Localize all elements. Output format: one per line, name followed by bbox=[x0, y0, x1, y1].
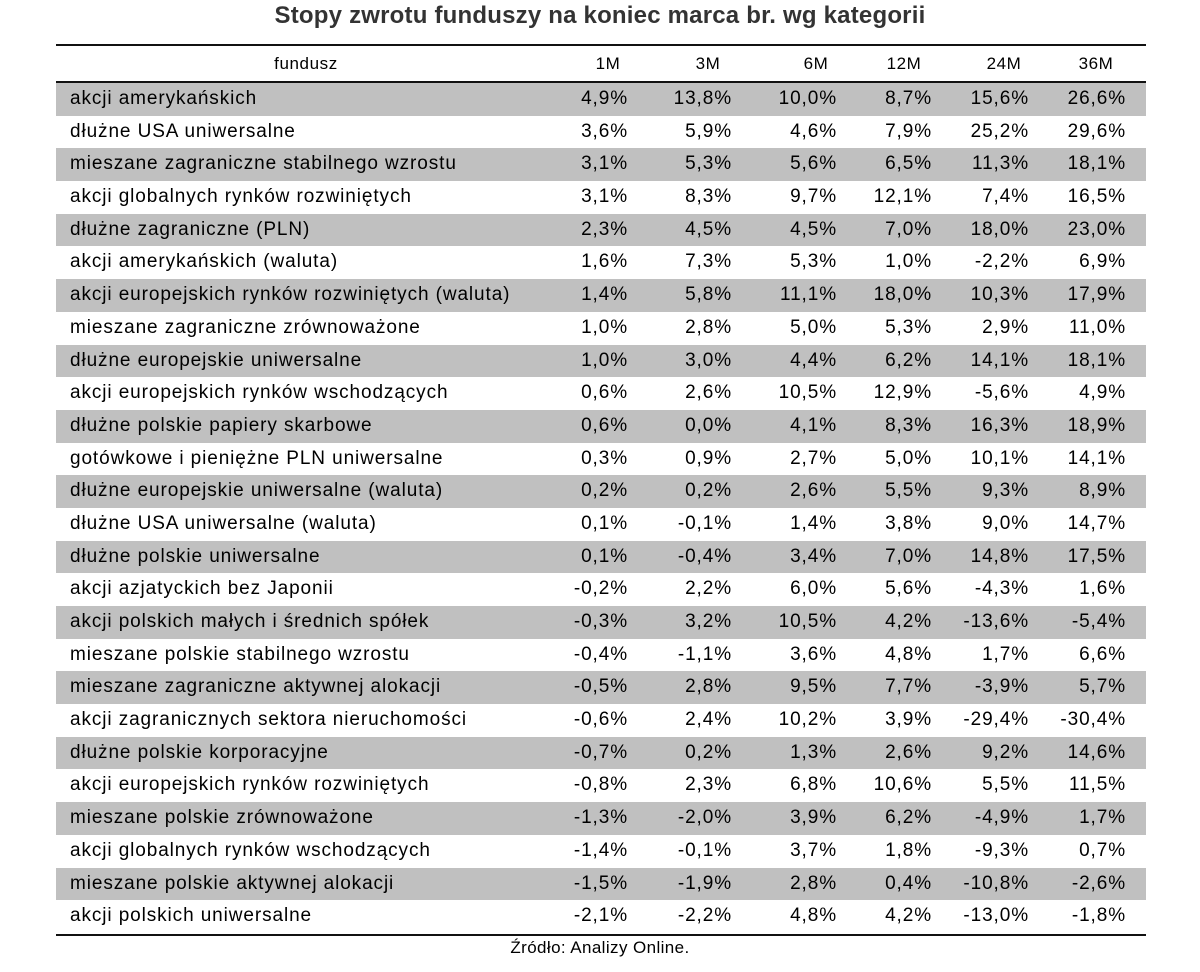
header-row bbox=[56, 46, 1146, 81]
return-cell-24m: 9,2% bbox=[982, 741, 1029, 763]
fund-name-cell: dłużne USA uniwersalne bbox=[70, 120, 296, 142]
return-cell-1m: 1,0% bbox=[581, 349, 628, 371]
return-cell-36m: 6,6% bbox=[1079, 643, 1126, 665]
return-cell-12m: 0,4% bbox=[885, 872, 932, 894]
fund-name-cell: dłużne polskie papiery skarbowe bbox=[70, 414, 373, 436]
return-cell-36m: 5,7% bbox=[1079, 676, 1126, 698]
column-header-3m: 3M bbox=[695, 54, 721, 73]
return-cell-1m: 1,6% bbox=[581, 251, 628, 273]
return-cell-36m: 1,6% bbox=[1079, 578, 1126, 600]
return-cell-1m: -1,4% bbox=[573, 839, 628, 861]
fund-name-cell: akcji amerykańskich bbox=[70, 88, 258, 109]
return-cell-12m: 8,7% bbox=[885, 88, 932, 109]
return-cell-12m: 5,6% bbox=[885, 578, 932, 600]
table-row bbox=[56, 868, 1146, 901]
return-cell-1m: -1,3% bbox=[573, 807, 628, 829]
table-row bbox=[56, 508, 1146, 541]
return-cell-24m: -3,9% bbox=[974, 676, 1029, 698]
table-row bbox=[56, 900, 1146, 933]
return-cell-36m: 14,1% bbox=[1067, 447, 1126, 469]
return-cell-12m: 18,0% bbox=[873, 284, 932, 306]
return-cell-3m: 3,2% bbox=[685, 611, 732, 632]
return-cell-24m: 11,3% bbox=[972, 153, 1029, 175]
return-cell-3m: 5,3% bbox=[685, 153, 732, 175]
return-cell-6m: 1,3% bbox=[790, 741, 837, 763]
return-cell-12m: 6,2% bbox=[885, 807, 932, 829]
return-cell-1m: 4,9% bbox=[581, 88, 628, 109]
return-cell-6m: 3,4% bbox=[790, 545, 837, 567]
fund-name-cell: mieszane zagraniczne aktywnej alokacji bbox=[70, 676, 442, 698]
return-cell-1m: -0,4% bbox=[573, 643, 628, 665]
table-row bbox=[56, 671, 1146, 704]
return-cell-1m: 0,1% bbox=[581, 512, 628, 534]
fund-name-cell: akcji europejskich rynków wschodzących bbox=[70, 382, 449, 404]
return-cell-12m: 6,5% bbox=[885, 153, 932, 175]
fund-name-cell: mieszane zagraniczne stabilnego wzrostu bbox=[70, 153, 457, 175]
return-cell-3m: 2,2% bbox=[685, 578, 732, 600]
return-cell-36m: 4,9% bbox=[1079, 382, 1126, 404]
return-cell-6m: 10,0% bbox=[778, 88, 837, 109]
column-header-12m: 12M bbox=[886, 54, 922, 73]
return-cell-24m: 25,2% bbox=[970, 120, 1029, 142]
return-cell-6m: 4,6% bbox=[790, 120, 837, 142]
return-cell-24m: 10,1% bbox=[970, 447, 1029, 469]
return-cell-12m: 3,9% bbox=[885, 709, 932, 731]
return-cell-24m: -13,6% bbox=[963, 611, 1029, 632]
return-cell-1m: 3,6% bbox=[581, 120, 628, 142]
return-cell-3m: 2,8% bbox=[685, 676, 732, 698]
fund-name-cell: mieszane polskie zrównoważone bbox=[70, 807, 374, 829]
return-cell-36m: 11,5% bbox=[1069, 774, 1126, 796]
table-row bbox=[56, 214, 1146, 247]
return-cell-24m: -29,4% bbox=[963, 709, 1029, 731]
table-row bbox=[56, 312, 1146, 345]
table-row bbox=[56, 475, 1146, 508]
return-cell-12m: 3,8% bbox=[885, 512, 932, 534]
return-cell-24m: 9,0% bbox=[982, 512, 1029, 534]
return-cell-12m: 6,2% bbox=[885, 349, 932, 371]
fund-name-cell: akcji zagranicznych sektora nieruchomości bbox=[70, 709, 467, 731]
return-cell-12m: 12,9% bbox=[873, 382, 932, 404]
return-cell-36m: -5,4% bbox=[1071, 611, 1126, 632]
return-cell-12m: 7,9% bbox=[885, 120, 932, 142]
table-row bbox=[56, 769, 1146, 802]
return-cell-6m: 2,8% bbox=[790, 872, 837, 894]
return-cell-12m: 5,3% bbox=[885, 316, 932, 338]
return-cell-6m: 4,8% bbox=[790, 905, 837, 927]
return-cell-3m: 2,8% bbox=[685, 316, 732, 338]
return-cell-1m: -2,1% bbox=[573, 905, 628, 927]
return-cell-36m: 14,7% bbox=[1067, 512, 1126, 534]
return-cell-3m: -2,0% bbox=[677, 807, 732, 829]
return-cell-36m: 1,7% bbox=[1079, 807, 1126, 829]
return-cell-3m: 2,4% bbox=[685, 709, 732, 731]
table-row bbox=[56, 443, 1146, 476]
return-cell-1m: 0,2% bbox=[581, 480, 628, 502]
return-cell-6m: 5,6% bbox=[790, 153, 837, 175]
return-cell-6m: 3,9% bbox=[790, 807, 837, 829]
return-cell-1m: 3,1% bbox=[581, 186, 628, 208]
return-cell-24m: -9,3% bbox=[974, 839, 1029, 861]
table-row bbox=[56, 573, 1146, 606]
return-cell-6m: 10,2% bbox=[778, 709, 837, 731]
fund-name-cell: mieszane zagraniczne zrównoważone bbox=[70, 316, 421, 338]
return-cell-24m: 16,3% bbox=[970, 414, 1029, 436]
table-row bbox=[56, 639, 1146, 672]
return-cell-3m: 8,3% bbox=[685, 186, 732, 208]
table-row bbox=[56, 148, 1146, 181]
fund-name-cell: dłużne europejskie uniwersalne bbox=[70, 349, 363, 371]
return-cell-36m: -1,8% bbox=[1071, 905, 1126, 927]
return-cell-1m: 1,0% bbox=[581, 316, 628, 338]
fund-name-cell: gotówkowe i pieniężne PLN uniwersalne bbox=[70, 447, 444, 469]
return-cell-3m: -0,1% bbox=[677, 512, 732, 534]
return-cell-12m: 5,5% bbox=[885, 480, 932, 502]
fund-name-cell: mieszane polskie aktywnej alokacji bbox=[70, 872, 395, 894]
return-cell-1m: -0,3% bbox=[573, 611, 628, 632]
return-cell-6m: 4,1% bbox=[790, 414, 837, 436]
return-cell-36m: -30,4% bbox=[1060, 709, 1126, 731]
return-cell-1m: -0,6% bbox=[573, 709, 628, 731]
return-cell-36m: 17,9% bbox=[1067, 284, 1126, 306]
fund-name-cell: akcji azjatyckich bez Japonii bbox=[70, 578, 334, 600]
return-cell-3m: 5,9% bbox=[685, 120, 732, 142]
return-cell-6m: 6,0% bbox=[790, 578, 837, 600]
fund-name-cell: akcji polskich małych i średnich spółek bbox=[70, 611, 430, 632]
return-cell-1m: -0,5% bbox=[573, 676, 628, 698]
return-cell-24m: 18,0% bbox=[970, 218, 1029, 240]
return-cell-36m: 29,6% bbox=[1067, 120, 1126, 142]
return-cell-6m: 2,6% bbox=[790, 480, 837, 502]
return-cell-6m: 4,4% bbox=[790, 349, 837, 371]
return-cell-3m: 0,2% bbox=[685, 741, 732, 763]
return-cell-6m: 9,5% bbox=[790, 676, 837, 698]
return-cell-3m: -0,4% bbox=[677, 545, 732, 567]
return-cell-1m: -0,8% bbox=[573, 774, 628, 796]
return-cell-12m: 7,0% bbox=[885, 545, 932, 567]
return-cell-36m: 0,7% bbox=[1079, 839, 1126, 861]
table-row bbox=[56, 410, 1146, 443]
fund-name-cell: akcji globalnych rynków rozwiniętych bbox=[70, 186, 412, 208]
column-header-1m: 1M bbox=[595, 54, 621, 73]
return-cell-24m: -5,6% bbox=[974, 382, 1029, 404]
return-cell-24m: -13,0% bbox=[963, 905, 1029, 927]
return-cell-3m: 4,5% bbox=[685, 218, 732, 240]
return-cell-3m: 0,2% bbox=[685, 480, 732, 502]
return-cell-1m: 0,3% bbox=[581, 447, 628, 469]
return-cell-24m: -2,2% bbox=[974, 251, 1029, 273]
fund-name-cell: dłużne USA uniwersalne (waluta) bbox=[70, 512, 377, 534]
return-cell-24m: -10,8% bbox=[963, 872, 1029, 894]
column-header-fund: fundusz bbox=[274, 54, 338, 73]
return-cell-36m: 14,6% bbox=[1067, 741, 1126, 763]
return-cell-24m: 14,8% bbox=[970, 545, 1029, 567]
source-note: Źródło: Analizy Online. bbox=[510, 938, 690, 957]
return-cell-12m: 4,2% bbox=[885, 905, 932, 927]
return-cell-6m: 5,0% bbox=[790, 316, 837, 338]
return-cell-12m: 4,8% bbox=[885, 643, 932, 665]
return-cell-3m: 7,3% bbox=[685, 251, 732, 273]
return-cell-12m: 2,6% bbox=[885, 741, 932, 763]
return-cell-3m: 0,0% bbox=[685, 414, 732, 436]
return-cell-24m: -4,3% bbox=[974, 578, 1029, 600]
return-cell-3m: 3,0% bbox=[685, 349, 732, 371]
return-cell-12m: 1,8% bbox=[885, 839, 932, 861]
return-cell-6m: 9,7% bbox=[790, 186, 837, 208]
return-cell-3m: 2,6% bbox=[685, 382, 732, 404]
return-cell-36m: 23,0% bbox=[1067, 218, 1126, 240]
return-cell-12m: 5,0% bbox=[885, 447, 932, 469]
table-row bbox=[56, 279, 1146, 312]
return-cell-12m: 8,3% bbox=[885, 414, 932, 436]
bottom-rule bbox=[56, 934, 1146, 936]
return-cell-3m: 5,8% bbox=[685, 284, 732, 306]
return-cell-3m: -2,2% bbox=[677, 905, 732, 927]
return-cell-24m: 5,5% bbox=[982, 774, 1029, 796]
return-cell-3m: 13,8% bbox=[673, 88, 732, 109]
return-cell-12m: 7,7% bbox=[885, 676, 932, 698]
return-cell-24m: 1,7% bbox=[982, 643, 1029, 665]
return-cell-12m: 12,1% bbox=[873, 186, 932, 208]
column-header-36m: 36M bbox=[1078, 54, 1114, 73]
return-cell-24m: 7,4% bbox=[982, 186, 1029, 208]
return-cell-1m: 0,6% bbox=[581, 414, 628, 436]
table-row bbox=[56, 345, 1146, 378]
return-cell-12m: 1,0% bbox=[885, 251, 932, 273]
table-row bbox=[56, 835, 1146, 868]
return-cell-36m: 6,9% bbox=[1079, 251, 1126, 273]
return-cell-1m: 1,4% bbox=[581, 284, 628, 306]
return-cell-24m: -4,9% bbox=[974, 807, 1029, 829]
return-cell-6m: 3,7% bbox=[790, 839, 837, 861]
fund-name-cell: akcji europejskich rynków rozwiniętych bbox=[70, 774, 430, 796]
return-cell-3m: 2,3% bbox=[685, 774, 732, 796]
return-cell-1m: -0,2% bbox=[573, 578, 628, 600]
return-cell-24m: 14,1% bbox=[970, 349, 1029, 371]
return-cell-36m: 18,1% bbox=[1067, 349, 1126, 371]
table-row bbox=[56, 116, 1146, 149]
return-cell-12m: 10,6% bbox=[873, 774, 932, 796]
fund-name-cell: akcji europejskich rynków rozwiniętych (waluta) bbox=[70, 284, 511, 306]
return-cell-6m: 3,6% bbox=[790, 643, 837, 665]
return-cell-6m: 10,5% bbox=[778, 611, 837, 632]
return-cell-3m: 0,9% bbox=[685, 447, 732, 469]
table-row bbox=[56, 83, 1146, 116]
table-row bbox=[56, 802, 1146, 835]
column-header-6m: 6M bbox=[803, 54, 829, 73]
return-cell-36m: 18,9% bbox=[1067, 414, 1126, 436]
return-cell-6m: 1,4% bbox=[790, 512, 837, 534]
table-row bbox=[56, 541, 1146, 574]
return-cell-36m: -2,6% bbox=[1071, 872, 1126, 894]
return-cell-1m: -0,7% bbox=[573, 741, 628, 763]
table-row bbox=[56, 377, 1146, 410]
return-cell-36m: 26,6% bbox=[1067, 88, 1126, 109]
fund-name-cell: dłużne polskie korporacyjne bbox=[70, 741, 329, 763]
return-cell-36m: 8,9% bbox=[1079, 480, 1126, 502]
table-row bbox=[56, 737, 1146, 770]
return-cell-12m: 7,0% bbox=[885, 218, 932, 240]
table-title: Stopy zwrotu funduszy na koniec marca br. wg kategorii bbox=[274, 2, 926, 29]
fund-name-cell: mieszane polskie stabilnego wzrostu bbox=[70, 643, 410, 665]
fund-name-cell: akcji globalnych rynków wschodzących bbox=[70, 839, 431, 861]
return-cell-6m: 6,8% bbox=[790, 774, 837, 796]
fund-name-cell: akcji polskich uniwersalne bbox=[70, 905, 313, 927]
fund-name-cell: dłużne europejskie uniwersalne (waluta) bbox=[70, 480, 444, 502]
table-row bbox=[56, 181, 1146, 214]
return-cell-12m: 4,2% bbox=[885, 611, 932, 632]
table-body bbox=[56, 83, 1146, 933]
return-cell-6m: 11,1% bbox=[780, 284, 837, 306]
return-cell-6m: 2,7% bbox=[790, 447, 837, 469]
return-cell-24m: 2,9% bbox=[982, 316, 1029, 338]
return-cell-1m: 0,6% bbox=[581, 382, 628, 404]
return-cell-36m: 16,5% bbox=[1067, 186, 1126, 208]
return-cell-1m: 0,1% bbox=[581, 545, 628, 567]
table-row bbox=[56, 246, 1146, 279]
fund-name-cell: dłużne polskie uniwersalne bbox=[70, 545, 321, 567]
table-row bbox=[56, 606, 1146, 639]
fund-name-cell: dłużne zagraniczne (PLN) bbox=[70, 218, 311, 240]
fund-name-cell: akcji amerykańskich (waluta) bbox=[70, 251, 339, 273]
return-cell-24m: 15,6% bbox=[970, 88, 1029, 109]
return-cell-24m: 10,3% bbox=[970, 284, 1029, 306]
return-cell-1m: -1,5% bbox=[573, 872, 628, 894]
return-cell-3m: -0,1% bbox=[677, 839, 732, 861]
column-header-24m: 24M bbox=[986, 54, 1022, 73]
table-row bbox=[56, 704, 1146, 737]
return-cell-36m: 18,1% bbox=[1067, 153, 1126, 175]
return-cell-3m: -1,1% bbox=[677, 643, 732, 665]
return-cell-1m: 2,3% bbox=[581, 218, 628, 240]
return-cell-36m: 11,0% bbox=[1069, 316, 1126, 338]
return-cell-1m: 3,1% bbox=[581, 153, 628, 175]
return-cell-6m: 5,3% bbox=[790, 251, 837, 273]
return-cell-36m: 17,5% bbox=[1067, 545, 1126, 567]
return-cell-6m: 10,5% bbox=[778, 382, 837, 404]
return-cell-24m: 9,3% bbox=[982, 480, 1029, 502]
return-cell-3m: -1,9% bbox=[677, 872, 732, 894]
return-cell-6m: 4,5% bbox=[790, 218, 837, 240]
